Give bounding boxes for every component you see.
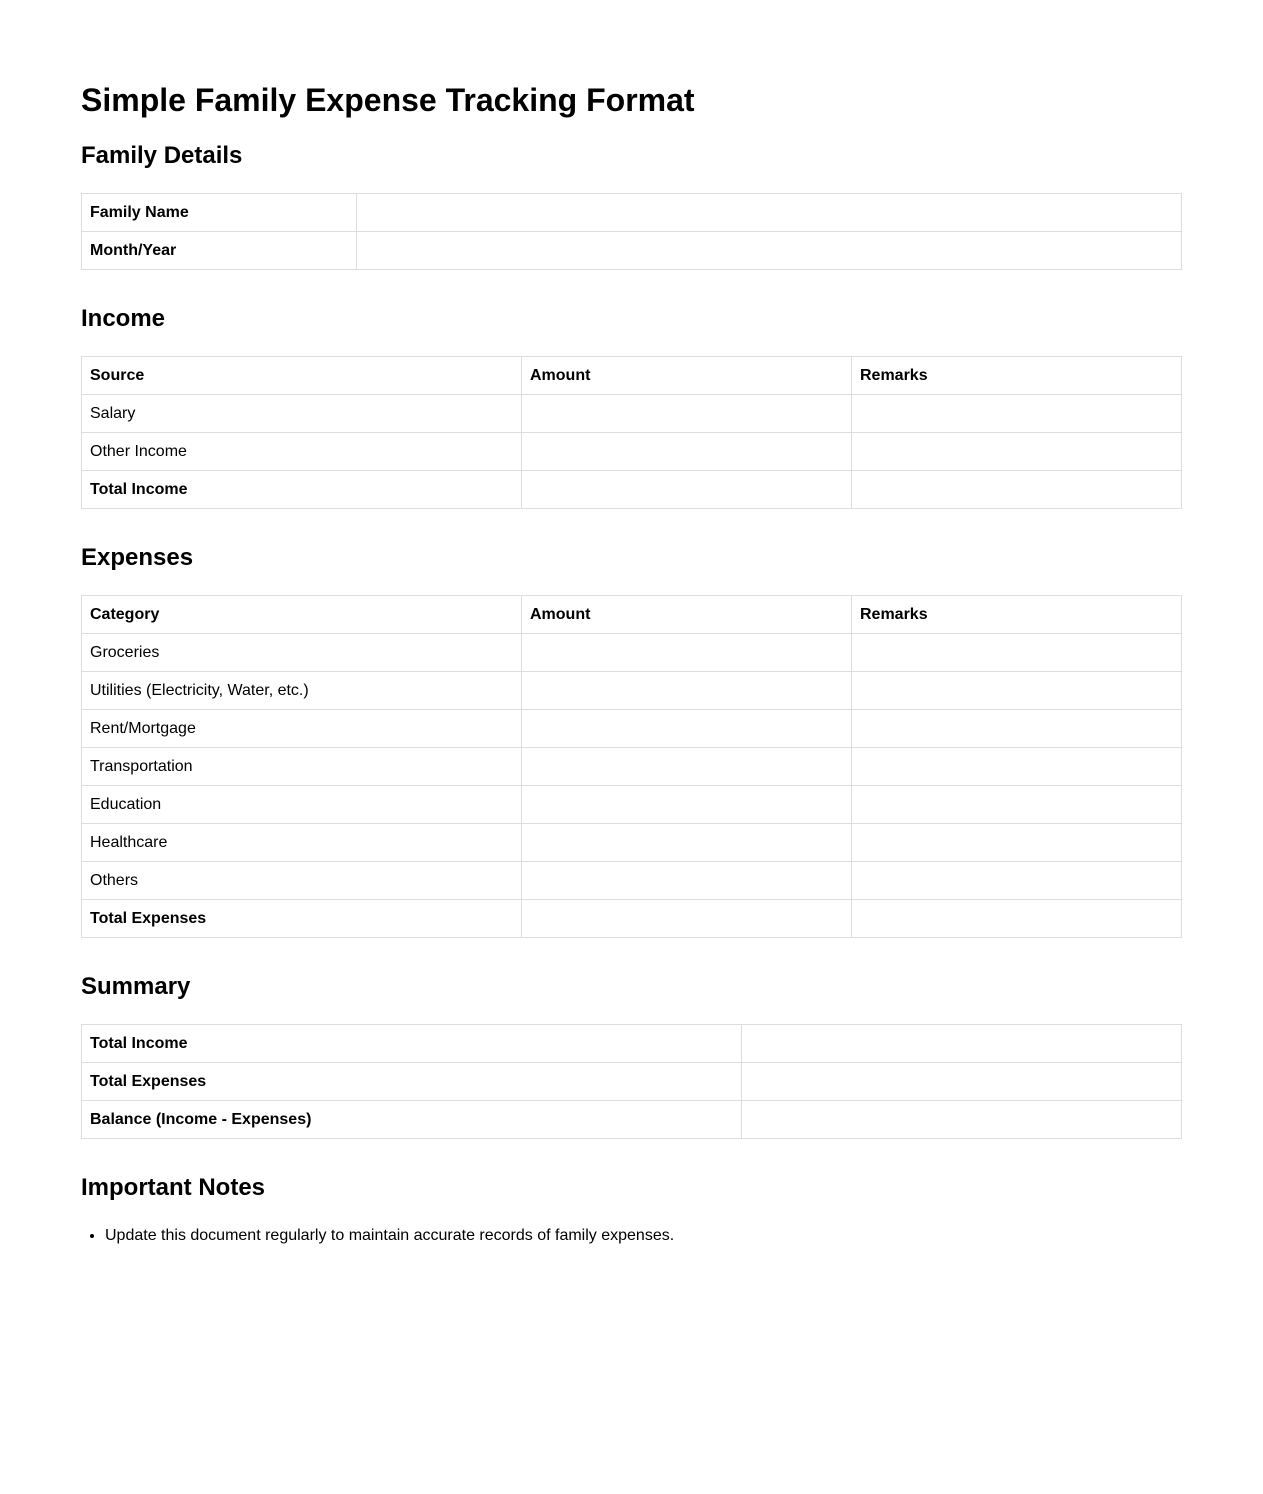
expense-amount-cell[interactable] [522, 900, 852, 938]
expense-category-cell: Education [82, 786, 522, 824]
table-row [82, 786, 1182, 824]
expense-remarks-cell[interactable] [852, 748, 1182, 786]
table-row [82, 1101, 1182, 1139]
income-remarks-cell[interactable] [852, 395, 1182, 433]
income-amount-cell[interactable] [522, 395, 852, 433]
month-year-label: Month/Year [82, 232, 357, 270]
expenses-table [81, 595, 1182, 938]
family-name-label: Family Name [82, 194, 357, 232]
summary-total-income-value[interactable] [742, 1025, 1182, 1063]
table-row [82, 710, 1182, 748]
table-row [82, 634, 1182, 672]
expense-remarks-cell[interactable] [852, 824, 1182, 862]
expense-category-cell: Healthcare [82, 824, 522, 862]
income-source-cell: Salary [82, 395, 522, 433]
expense-amount-cell[interactable] [522, 748, 852, 786]
summary-balance-label: Balance (Income - Expenses) [82, 1101, 742, 1139]
summary-total-expenses-label: Total Expenses [82, 1063, 742, 1101]
column-header-category: Category [82, 596, 522, 634]
summary-heading: Summary [81, 973, 191, 1000]
expense-amount-cell[interactable] [522, 786, 852, 824]
summary-table [81, 1024, 1182, 1139]
column-header-amount: Amount [522, 357, 852, 395]
column-header-remarks: Remarks [852, 596, 1182, 634]
table-row [82, 433, 1182, 471]
expense-amount-cell[interactable] [522, 710, 852, 748]
expense-category-cell: Transportation [82, 748, 522, 786]
expense-amount-cell[interactable] [522, 634, 852, 672]
column-header-remarks: Remarks [852, 357, 1182, 395]
table-header-row [82, 596, 1182, 634]
table-row [82, 471, 1182, 509]
summary-balance-value[interactable] [742, 1101, 1182, 1139]
summary-total-expenses-value[interactable] [742, 1063, 1182, 1101]
table-row [82, 900, 1182, 938]
expense-category-cell: Utilities (Electricity, Water, etc.) [82, 672, 522, 710]
table-row [82, 1025, 1182, 1063]
expense-remarks-cell[interactable] [852, 900, 1182, 938]
table-row [82, 824, 1182, 862]
family-details-heading: Family Details [81, 142, 243, 169]
expense-remarks-cell[interactable] [852, 672, 1182, 710]
notes-list [81, 1225, 1182, 1247]
expense-remarks-cell[interactable] [852, 710, 1182, 748]
list-item: • Update this document regularly to maintain accurate records of family expenses. [105, 1225, 1182, 1247]
income-source-cell: Other Income [82, 433, 522, 471]
page-title: Simple Family Expense Tracking Format [81, 82, 695, 118]
family-name-value[interactable] [357, 194, 1182, 232]
column-header-amount: Amount [522, 596, 852, 634]
expense-remarks-cell[interactable] [852, 862, 1182, 900]
table-row [82, 1063, 1182, 1101]
table-header-row [82, 357, 1182, 395]
summary-total-income-label: Total Income [82, 1025, 742, 1063]
month-year-value[interactable] [357, 232, 1182, 270]
family-details-table [81, 193, 1182, 270]
income-amount-cell[interactable] [522, 433, 852, 471]
expense-amount-cell[interactable] [522, 824, 852, 862]
table-row [82, 194, 1182, 232]
column-header-source: Source [82, 357, 522, 395]
expense-total-label: Total Expenses [82, 900, 522, 938]
table-row [82, 862, 1182, 900]
expense-remarks-cell[interactable] [852, 786, 1182, 824]
income-table [81, 356, 1182, 509]
income-amount-cell[interactable] [522, 471, 852, 509]
important-notes-heading: Important Notes [81, 1174, 266, 1201]
expense-category-cell: Groceries [82, 634, 522, 672]
income-remarks-cell[interactable] [852, 471, 1182, 509]
income-remarks-cell[interactable] [852, 433, 1182, 471]
table-row [82, 748, 1182, 786]
table-row [82, 672, 1182, 710]
income-heading: Income [81, 305, 166, 332]
table-row [82, 395, 1182, 433]
expense-category-cell: Others [82, 862, 522, 900]
expenses-heading: Expenses [81, 544, 194, 571]
expense-remarks-cell[interactable] [852, 634, 1182, 672]
expense-amount-cell[interactable] [522, 862, 852, 900]
table-row [82, 232, 1182, 270]
income-total-label: Total Income [82, 471, 522, 509]
expense-category-cell: Rent/Mortgage [82, 710, 522, 748]
expense-amount-cell[interactable] [522, 672, 852, 710]
